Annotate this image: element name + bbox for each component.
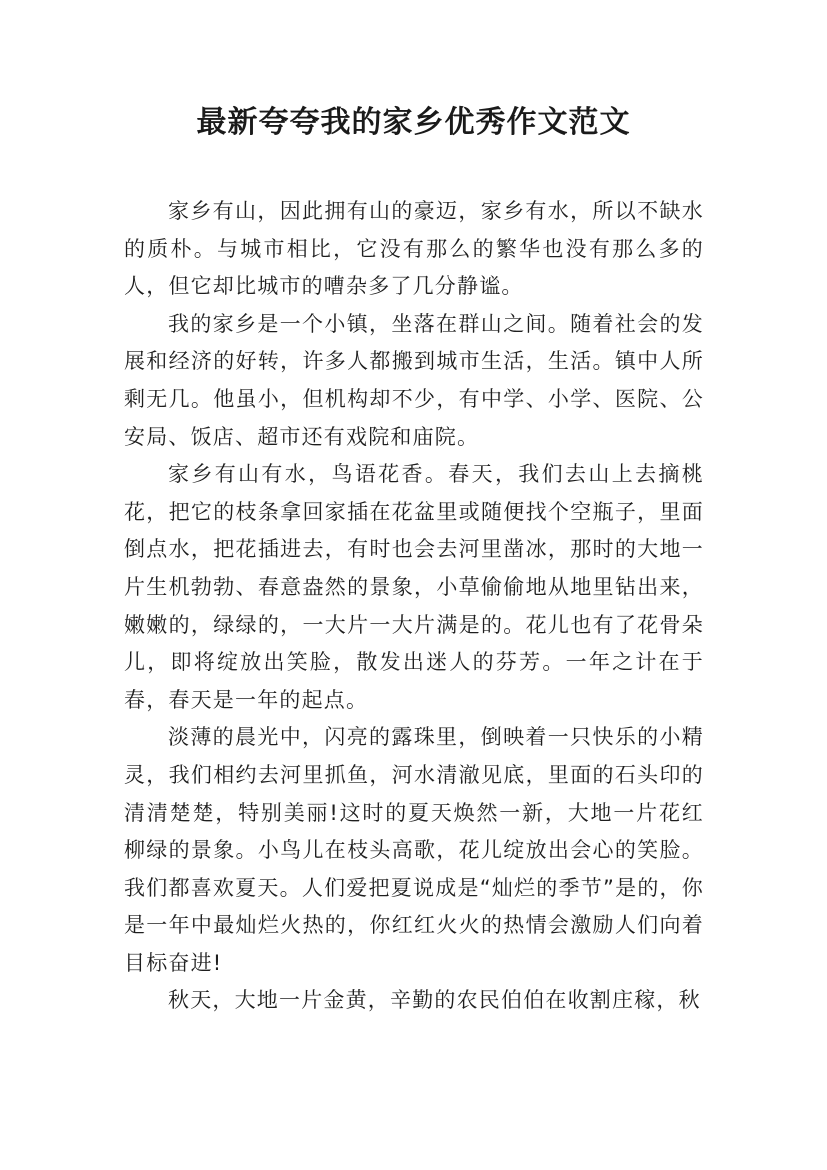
paragraph: 淡薄的晨光中，闪亮的露珠里，倒映着一只快乐的小精灵，我们相约去河里抓鱼，河水清澈见底，里面的石头印的清清楚楚，特别美丽!这时的夏天焕然一新，大地一片花红柳绿的景象。小鸟儿在枝头高歌，花儿绽放出会心的笑脸。我们都喜欢夏天。人们爱把夏说成是“灿烂的季节”是的，你是一年中最灿烂火热的，你红红火火的热情会激励人们向着目标奋进! — [124, 725, 704, 975]
paragraph: 我的家乡是一个小镇，坐落在群山之间。随着社会的发展和经济的好转，许多人都搬到城市生活，生活。镇中人所剩无几。他虽小，但机构却不少，有中学、小学、医院、公安局、饭店、超市还有戏院和庙院。 — [124, 311, 704, 449]
paragraph: 家乡有山有水，鸟语花香。春天，我们去山上去摘桃花，把它的枝条拿回家插在花盆里或随便找个空瓶子，里面倒点水，把花插进去，有时也会去河里凿冰，那时的大地一片生机勃勃、春意盎然的景象，小草偷偷地从地里钻出来，嫩嫩的，绿绿的，一大片一大片满是的。花儿也有了花骨朵儿，即将绽放出笑脸，散发出迷人的芬芳。一年之计在于春，春天是一年的起点。 — [124, 462, 704, 712]
document-body — [124, 193, 704, 1020]
document-title: 最新夸夸我的家乡优秀作文范文 — [196, 105, 631, 140]
paragraph: 家乡有山，因此拥有山的豪迈，家乡有水，所以不缺水的质朴。与城市相比，它没有那么的繁华也没有那么多的人，但它却比城市的嘈杂多了几分静谧。 — [124, 199, 704, 299]
paragraph: 秋天，大地一片金黄，辛勤的农民伯伯在收割庄稼，秋 — [168, 988, 701, 1013]
